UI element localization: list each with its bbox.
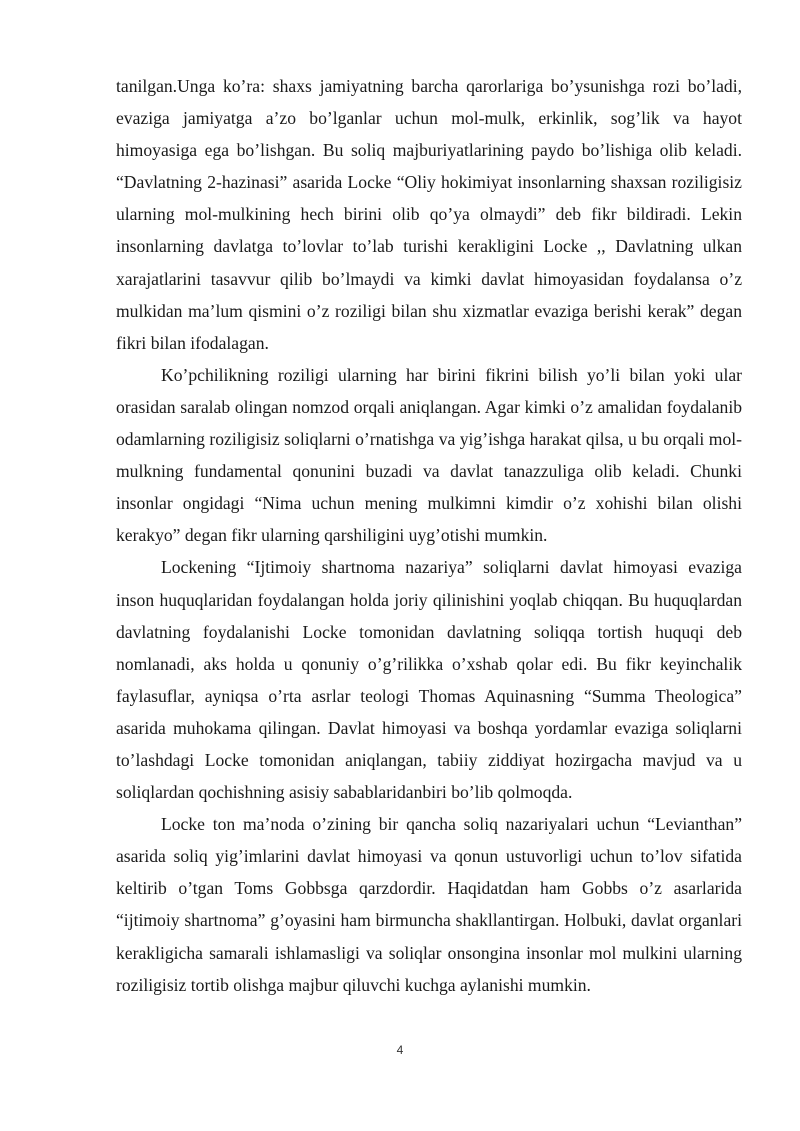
paragraph-1: tanilgan.Unga ko’ra: shaxs jamiyatning barcha qarorlariga bo’ysunishga rozi bo’ladi, evaziga jamiyatga a’zo bo’lganlar uchun mol-mulk, erkinlik, sog’lik va hayot himoyasiga ega bo’lishgan. Bu soliq majburiyatlarining paydo bo’lishiga olib keladi. “Davlatning 2-hazinasi” asarida Locke “Oliy hokimiyat insonlarning shaxsan roziligisiz ularning mol-mulkining hech birini olib qo’ya olmaydi” deb fikr bildiradi. Lekin insonlarning davlatga to’lovlar to’lab turishi kerakligini Locke ,, Davlatning ulkan xarajatlarini tasavvur qilib bo’lmaydi va kimki davlat himoyasidan foydalansa o’z mulkidan ma’lum qismini o’z roziligi bilan shu xizmatlar evaziga berishi kerak” degan fikri bilan ifodalagan. [116,76,742,353]
document-page [116,70,742,1001]
page-number: 4 [396,1043,404,1057]
paragraph-4: Locke ton ma’noda o’zining bir qancha soliq nazariyalari uchun “Levianthan” asarida soliq yig’imlarini davlat himoyasi va qonun ustuvorligi uchun to’lov sifatida keltirib o’tgan Toms Gobbsga qarzdordir. Haqidatdan ham Gobbs o’z asarlarida “ijtimoiy shartnoma” g’oyasini ham birmuncha shakllantirgan. Holbuki, davlat organlari kerakligicha samarali ishlamasligi va soliqlar onsongina insonlar mol mulkini ularning roziligisiz tortib olishga majbur qiluvchi kuchga aylanishi mumkin. [116,814,742,995]
paragraph-2: Ko’pchilikning roziligi ularning har birini fikrini bilish yo’li bilan yoki ular orasidan saralab olingan nomzod orqali aniqlangan. Agar kimki o’z amalidan foydalanib odamlarning roziligisiz soliqlarni o’rnatishga va yig’ishga harakat qilsa, u bu orqali mol-mulkning fundamental qonunini buzadi va davlat tanazzuliga olib keladi. Chunki insonlar ongidagi “Nima uchun mening mulkimni kimdir o’z xohishi bilan olishi kerakyo” degan fikr ularning qarshiligini uyg’otishi mumkin. [116,364,742,546]
paragraph-3: Lockening “Ijtimoiy shartnoma nazariya” soliqlarni davlat himoyasi evaziga inson huquqlaridan foydalangan holda joriy qilinishini yoqlab chiqqan. Bu huquqlardan davlatning foydalanishi Locke tomonidan davlatning soliqqa tortish huquqi deb nomlanadi, aks holda u qonuniy o’g’rilikka o’xshab qolar edi. Bu fikr keyinchalik faylasuflar, ayniqsa o’rta asrlar teologi Thomas Aquinasning “Summa Theologica” asarida muhokama qilingan. Davlat himoyasi va boshqa yordamlar evaziga soliqlarni to’lashdagi Locke tomonidan aniqlangan, tabiiy ziddiyat hozirgacha mavjud va u soliqlardan qochishning asisiy sabablaridanbiri bo’lib qolmoqda. [116,557,742,803]
